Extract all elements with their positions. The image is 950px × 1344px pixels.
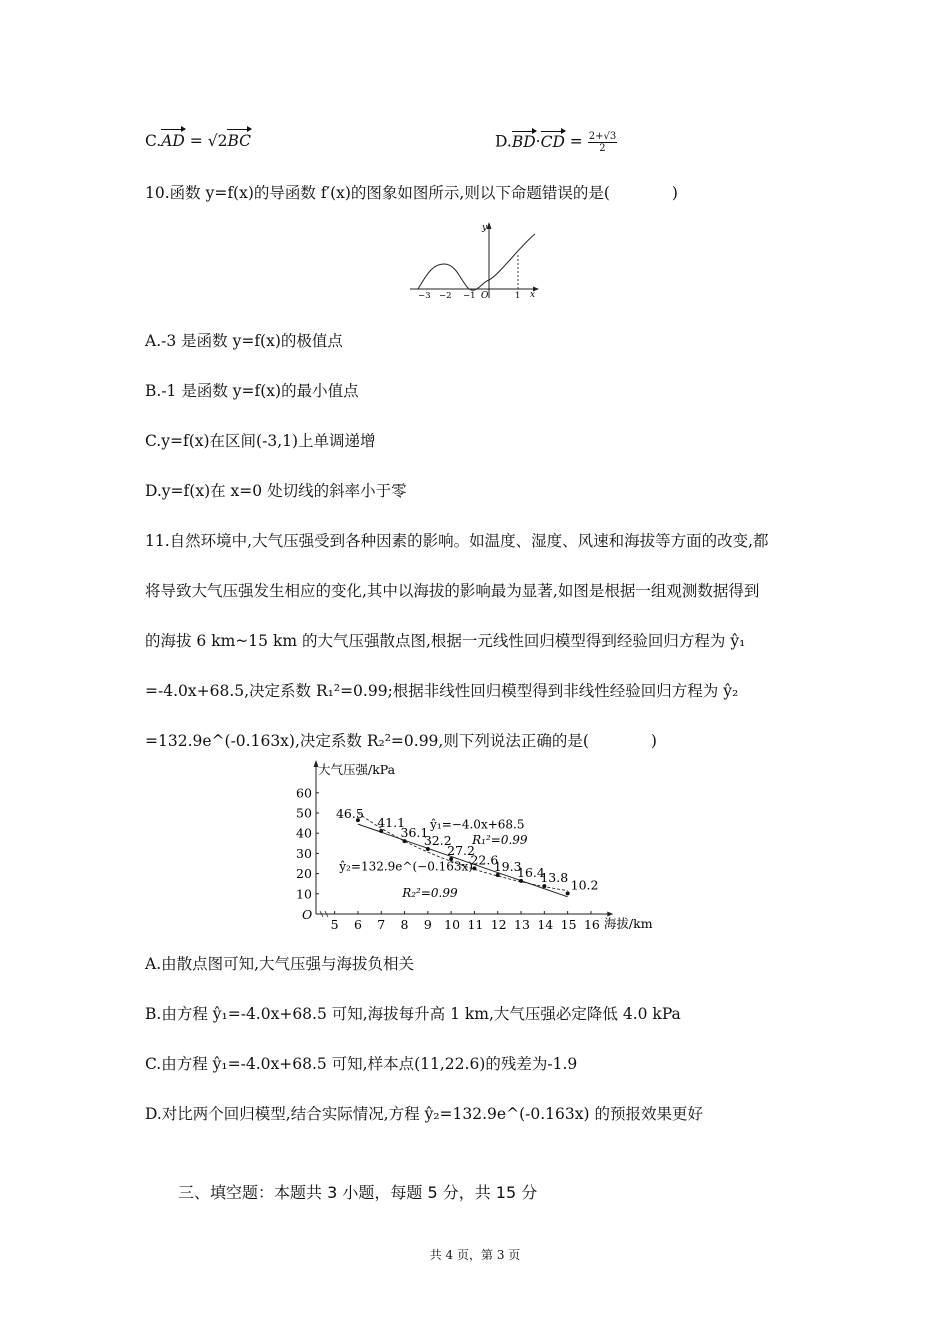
q10-tick-neg3: −3: [418, 291, 431, 301]
q9-option-d-fraction: [588, 131, 617, 154]
y-tick-label: 60: [296, 785, 312, 801]
x-tick-label: 9: [423, 917, 432, 932]
q9-option-c-prefix: C.: [145, 132, 162, 150]
linear-fit-equation: ŷ₁=−4.0x+68.5: [430, 817, 525, 832]
x-tick-label: 6: [353, 917, 362, 932]
x-axis-label: 海拔/km: [603, 916, 653, 931]
q11-stem-line-2: 将导致大气压强发生相应的变化,其中以海拔的影响最为显著,如图是根据一组观测数据得到: [145, 582, 760, 600]
q10-y-axis-arrow: [487, 222, 492, 229]
y-tick-label: 30: [296, 845, 312, 861]
q10-tick-neg1: −1: [463, 291, 476, 301]
vector-bc: BC: [227, 132, 251, 150]
data-point: [566, 891, 570, 895]
vector-bd: BD: [511, 132, 536, 151]
x-tick-label: 16: [583, 917, 600, 932]
q11-option-c: C.由方程 ŷ₁=-4.0x+68.5 可知,样本点(11,22.6)的残差为-1.9: [145, 1055, 578, 1073]
q9-option-c: [145, 131, 251, 151]
q10-origin-label: O: [481, 291, 489, 301]
q11-stem-line-5: =132.9e^(-0.163x),决定系数 R₂²=0.99,则下列说法正确的是( ): [145, 732, 657, 750]
x-tick-label: 13: [514, 917, 530, 932]
q9-option-d-dot: ·: [535, 132, 541, 151]
x-tick-label: 14: [537, 917, 554, 932]
fraction-denominator: 2: [599, 143, 606, 154]
q11-option-d: D.对比两个回归模型,结合实际情况,方程 ŷ₂=132.9e^(-0.163x) 的预报效果更好: [145, 1105, 703, 1123]
x-tick-label: 10: [444, 917, 461, 932]
x-tick-label: 15: [560, 917, 577, 932]
q10-option-a: A.-3 是函数 y=f(x)的极值点: [145, 332, 343, 350]
data-label: 27.2: [447, 843, 475, 859]
data-label: 22.6: [470, 852, 499, 868]
x-tick-label: 7: [377, 917, 386, 932]
q10-option-d: D.y=f(x)在 x=0 处切线的斜率小于零: [145, 482, 407, 500]
section-three-title: 三、填空题：本题共 3 小题，每题 5 分，共 15 分: [178, 1183, 538, 1202]
linear-fit-r2: R₁²=0.99: [472, 833, 528, 848]
x-tick-label: 12: [490, 917, 507, 932]
exp-fit-r2: R₂²=0.99: [402, 885, 458, 900]
q10-stem: 10.函数 y=f(x)的导函数 f′(x)的图象如图所示,则以下命题错误的是( ): [145, 184, 678, 202]
data-label: 36.1: [400, 825, 429, 841]
q11-pressure-chart: [290, 757, 670, 937]
x-tick-label: 8: [400, 917, 409, 932]
q10-option-b: B.-1 是函数 y=f(x)的最小值点: [145, 382, 359, 400]
y-tick-label: 20: [296, 866, 312, 882]
y-axis-label: 大气压强/kPa: [318, 762, 396, 777]
data-label: 19.3: [493, 859, 522, 875]
data-label: 16.4: [517, 864, 545, 880]
exp-fit-equation: ŷ₂=132.9e^(−0.163x): [339, 859, 474, 874]
vector-ad: AD: [161, 132, 185, 150]
q10-tick-1: 1: [515, 291, 521, 301]
q9-option-d: [495, 131, 617, 154]
x-tick-label: 11: [467, 917, 484, 932]
y-tick-label: 10: [296, 886, 312, 902]
q9-option-c-eq: = √2: [184, 132, 228, 150]
data-label: 41.1: [377, 814, 406, 830]
fraction-numerator: 2+√3: [588, 131, 617, 142]
q10-tick-neg2: −2: [439, 291, 452, 301]
q10-y-label: y: [482, 223, 488, 233]
data-label: 46.5: [335, 806, 364, 822]
q11-option-b: B.由方程 ŷ₁=-4.0x+68.5 可知,海拔每升高 1 km,大气压强必定降低 4.0 kPa: [145, 1005, 681, 1023]
q10-option-c: C.y=f(x)在区间(-3,1)上单调递增: [145, 432, 376, 450]
data-label: 10.2: [570, 877, 599, 893]
q11-stem-line-1: 11.自然环境中,大气压强受到各种因素的影响。如温度、湿度、风速和海拔等方面的改变,都: [145, 532, 769, 550]
page-footer: 共 4 页，第 3 页: [429, 1248, 521, 1262]
y-tick-label: 40: [296, 825, 312, 841]
q9-option-d-eq: =: [564, 132, 588, 151]
vector-cd: CD: [540, 132, 565, 151]
q11-option-a: A.由散点图可知,大气压强与海拔负相关: [145, 955, 415, 973]
q10-derivative-graph: [405, 218, 545, 303]
data-label: 13.8: [540, 870, 569, 886]
origin-label: O: [302, 907, 313, 922]
data-label: 32.2: [423, 832, 452, 848]
q11-stem-line-3: 的海拔 6 km~15 km 的大气压强散点图,根据一元线性回归模型得到经验回归方程为 ŷ₁: [145, 632, 746, 650]
x-tick-label: 5: [330, 917, 339, 932]
q9-option-d-prefix: D.: [495, 132, 512, 151]
y-tick-label: 50: [296, 805, 312, 821]
q10-x-label: x: [530, 290, 536, 300]
q11-stem-line-4: =-4.0x+68.5,决定系数 R₁²=0.99;根据非线性回归模型得到非线性经验回归方程为 ŷ₂: [145, 682, 739, 700]
q10-derivative-curve: [418, 234, 535, 290]
